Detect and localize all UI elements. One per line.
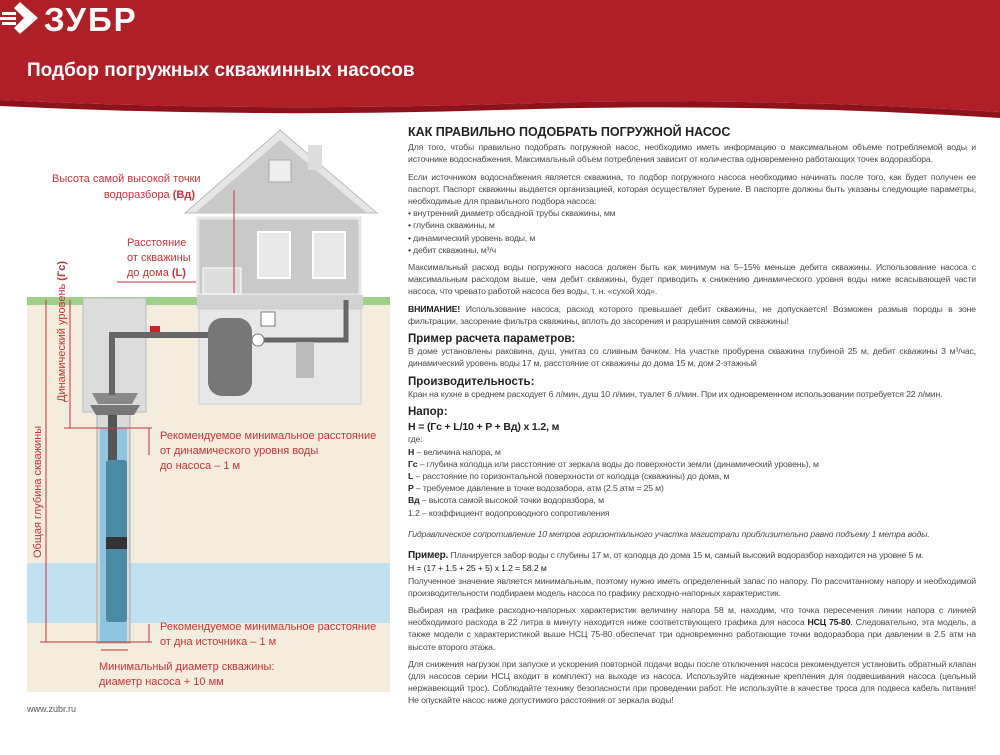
def-symbol: P [408,483,414,494]
example-label: Пример. [408,550,449,562]
paragraph: Если источником водоснабжения является скважина, то подбор погружного насоса необходимо начинать после того, как будет получен ее паспорт. Паспорт скважины выдается организацией, которая осуществляет бурение. В паспорте должны быть указаны следующие параметры, необходимые для правильного подбора насоса: [408,171,976,207]
page-title: Подбор погружных скважинных насосов [27,60,415,81]
svg-text:ЗУБР: ЗУБР [44,1,138,36]
def-symbol: L [408,471,414,482]
note: Гидравлическое сопротивление 10 метров горизонтального участка магистрали приблизительно равно подъему 1 метра воды. [408,528,930,539]
article [408,126,976,712]
label-text: Расстояние [127,237,187,249]
label-text: Рекомендуемое минимальное расстояние [160,430,377,442]
warning-label: ВНИМАНИЕ! [408,303,461,314]
def-symbol: H [408,446,415,457]
paragraph: Полученное значение является минимальным, поэтому нужно иметь определенный запас по напору. По рассчитанному напору и необходимой производительности подбираем модель насоса по графику расходно-напорных характеристик. [408,575,976,598]
well-diagram [0,0,400,750]
def-text: – величина напора, м [414,446,501,457]
paragraph-text: . Следовательно, эта модель, а также модели с характеристикой выше НСЦ 75-80 обеспечат три одновременно работающие точки водоразбора при давлении в 2.5 атм на высоте второго этажа. [408,617,976,652]
definition [408,482,976,494]
label-total-depth: Общая глубина скважины [32,425,44,558]
warning-paragraph [408,303,976,327]
warning-text: Использование насоса, расход которого превышает дебит скважины, не допускается! Возможен размыв породы в зоне фильтрации, засорение фильтра скважины, вплоть до засорения и разрушения самой скважины! [408,303,976,326]
list-item: • глубина скважины, м [408,219,976,231]
label-text: до дома [127,267,172,279]
section-heading: Производительность: [408,375,535,388]
definition [408,458,976,470]
label-text: диаметр насоса + 10 мм [99,676,224,688]
label-text: от дна источника – 1 м [160,636,277,648]
paragraph: В доме установлены раковина, душ, унитаз со сливным бачком. На участке пробурена скважина глубиной 25 м, дебит скважины 3 м³/час, динамический уровень воды 17 м, расстояние от скважины до дома 15 м, дом 2-этажный [408,346,976,369]
list-item: • динамический уровень воды, м [408,232,976,244]
label-min-diameter [99,660,274,690]
definition [408,507,976,519]
bullet-list [408,207,976,256]
where-label: где: [408,434,423,445]
label-text: от скважины [127,252,191,264]
def-text: – глубина колодца или расстояние от зеркала воды до поверхности земли (динамический уровень), м [417,458,819,469]
label-symbol: (Вд) [172,189,195,201]
def-symbol: Гс [408,458,418,469]
selection-paragraph [408,604,976,653]
label-bottom-distance [160,620,376,650]
label-text: Динамический уровень [56,280,68,402]
section-heading: Напор: [408,406,448,419]
section-heading: Пример расчета параметров: [408,333,576,346]
label-dynamic-level [56,261,68,402]
list-item: • дебит скважины, м³/ч [408,244,976,256]
pump-model: НСЦ 75-80 [807,617,851,628]
def-text: 1.2 – коэффициент водопроводного сопротивления [408,507,610,518]
label-symbol: (L) [171,267,186,279]
def-text: – высота самой высокой точки водоразбора, м [419,495,604,506]
label-text: водоразбора [103,189,173,201]
label-text: Минимальный диаметр скважины: [99,661,275,673]
paragraph: Для снижения нагрузок при запуске и ускорения повторной подачи воды после отключения насоса рекомендуется установить обратный клапан (для насосов серии НСЦ входит в комплект) на выходе из насоса. Используйте надежные крепления для подвешивания насоса (цельный нержавеющий трос). Соблюдайте технику безопасности при проведении работ. Не используйте в качестве троса для подвеса кабель питания! Не опускайте насос ниже допустимого расстояния от зеркала воды! [408,658,976,706]
label-text: Высота самой высокой точки [52,173,201,185]
label-symbol: (Гс) [56,261,68,281]
formula: H = (Гс + L/10 + P + Вд) x 1.2, м [408,421,560,434]
label-highest-point [52,171,201,203]
label-distance [127,236,191,281]
label-text: Рекомендуемое минимальное расстояние [160,621,377,633]
paragraph-text: Выбирая на графике расходно-напорных характеристик величину напора 58 м, находим, что точка пересечения линии напора с линией необходимого расхода в 22 литра в минуту находится ниже соответствующего графика для насоса [408,604,976,628]
example-paragraph [408,549,976,562]
paragraph: Кран на кухне в среднем расходует 6 л/мин, душ 10 л/мин, туалет 6 л/мин. При их одновременном использовании потребуется 22 л/мин. [408,388,943,399]
definition [408,494,976,506]
def-symbol: Вд [408,495,420,506]
list-item: • внутренний диаметр обсадной трубы скважины, мм [408,207,976,219]
example-formula: H = (17 + 1.5 + 25 + 5) x 1.2 = 58.2 м [408,563,547,574]
label-text: от динамического уровня воды [160,445,319,457]
definition [408,446,976,458]
def-text: – расстояние по горизонтальной поверхности от колодца (скважины) до дома, м [413,471,730,482]
paragraph: Максимальный расход воды погружного насоса должен быть как минимум на 5–15% меньше дебита скважины. Использование насоса с максимальным расходом выше, чем дебит скважины, будет приводить к снижению динамического уровня воды ниже всасывающей части насоса, что чревато работой насоса без воды, т. н. «сухой ход». [408,262,976,297]
label-pump-distance [160,429,376,474]
def-text: – требуемое давление в точке водозабора, атм (2.5 атм = 25 м) [413,483,664,494]
definition [408,470,976,482]
footer-url[interactable]: www.zubr.ru [27,704,77,714]
article-title: КАК ПРАВИЛЬНО ПОДОБРАТЬ ПОГРУЖНОЙ НАСОС [408,125,731,139]
label-text: до насоса – 1 м [160,460,241,472]
paragraph: Для того, чтобы правильно подобрать погружной насос, необходимо иметь информацию о максимальном объеме потребляемой воды и источнике водоснабжения. Максимальный объем потребления зависит от количества одновременно работающих точек водоразбора. [408,142,976,165]
example-text: Планируется забор воды с глубины 17 м, от колодца до дома 15 м, самый высокий водоразбор находится на уровне 5 м. [448,550,924,561]
